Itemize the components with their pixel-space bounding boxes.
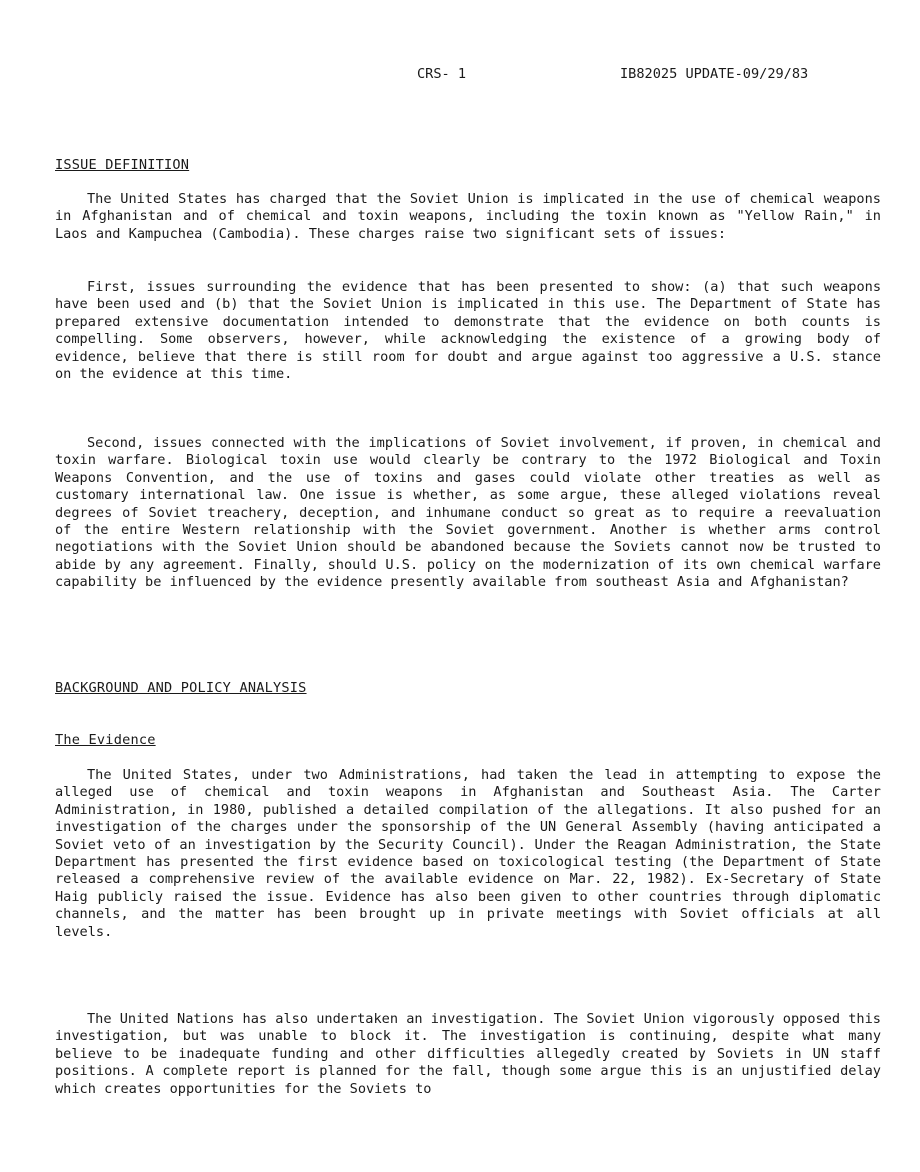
- page-label: CRS- 1: [417, 66, 467, 82]
- evidence-paragraph-1: The United States, under two Administrations, had taken the lead in attempting to expose the alleged use of chemical and toxin weapons in Afghanistan and Southeast Asia. The Carter Administration, in 1980, published a detailed compilation of the allegations. It also pushed for an investigation of the charges under the sponsorship of the UN General Assembly (having anticipated a Soviet veto of an investigation by the Security Council). Under the Reagan Administration, the State Department has presented the first evidence based on toxicological testing (the Department of State released a comprehensive review of the available evidence on Mar. 22, 1982). Ex-Secretary of State Haig publicly raised the issue. Evidence has also been given to other countries through diplomatic channels, and the matter has been brought up in private meetings with Soviet officials at all levels.: [55, 767, 881, 940]
- document-id: IB82025 UPDATE-09/29/83: [620, 66, 809, 82]
- evidence-paragraph-2: The United Nations has also undertaken an investigation. The Soviet Union vigorously opposed this investigation, but was unable to block it. The investigation is continuing, despite what many believe to be inadequate funding and other difficulties allegedly created by Soviets in UN staff positions. A complete report is planned for the fall, though some argue this is an unjustified delay which creates opportunities for the Soviets to: [55, 1011, 881, 1097]
- page-header: [0, 66, 920, 84]
- issue-paragraph-1: The United States has charged that the Soviet Union is implicated in the use of chemical weapons in Afghanistan and of chemical and toxin weapons, including the toxin known as "Yellow Rain," in Laos and Kampuchea (Cambodia). These charges raise two significant sets of issues:: [55, 191, 881, 242]
- evidence-subheading: The Evidence: [55, 732, 156, 748]
- issue-definition-heading: ISSUE DEFINITION: [55, 157, 190, 173]
- issue-paragraph-2: First, issues surrounding the evidence that has been presented to show: (a) that such weapons have been used and (b) that the Soviet Union is implicated in this use. The Department of State has prepared extensive documentation intended to demonstrate that the evidence on both counts is compelling. Some observers, however, while acknowledging the existence of a growing body of evidence, believe that there is still room for doubt and argue against too aggressive a U.S. stance on the evidence at this time.: [55, 279, 881, 383]
- background-heading: BACKGROUND AND POLICY ANALYSIS: [55, 680, 307, 696]
- issue-paragraph-3: Second, issues connected with the implications of Soviet involvement, if proven, in chemical and toxin warfare. Biological toxin use would clearly be contrary to the 1972 Biological and Toxin Weapons Convention, and the use of toxins and gases could violate other treaties as well as customary international law. One issue is whether, as some argue, these alleged violations reveal degrees of Soviet treachery, deception, and inhumane conduct so great as to require a reevaluation of the entire Western relationship with the Soviet government. Another is whether arms control negotiations with the Soviet Union should be abandoned because the Soviets cannot now be trusted to abide by any agreement. Finally, should U.S. policy on the modernization of its own chemical warfare capability be influenced by the evidence presently available from southeast Asia and Afghanistan?: [55, 435, 881, 591]
